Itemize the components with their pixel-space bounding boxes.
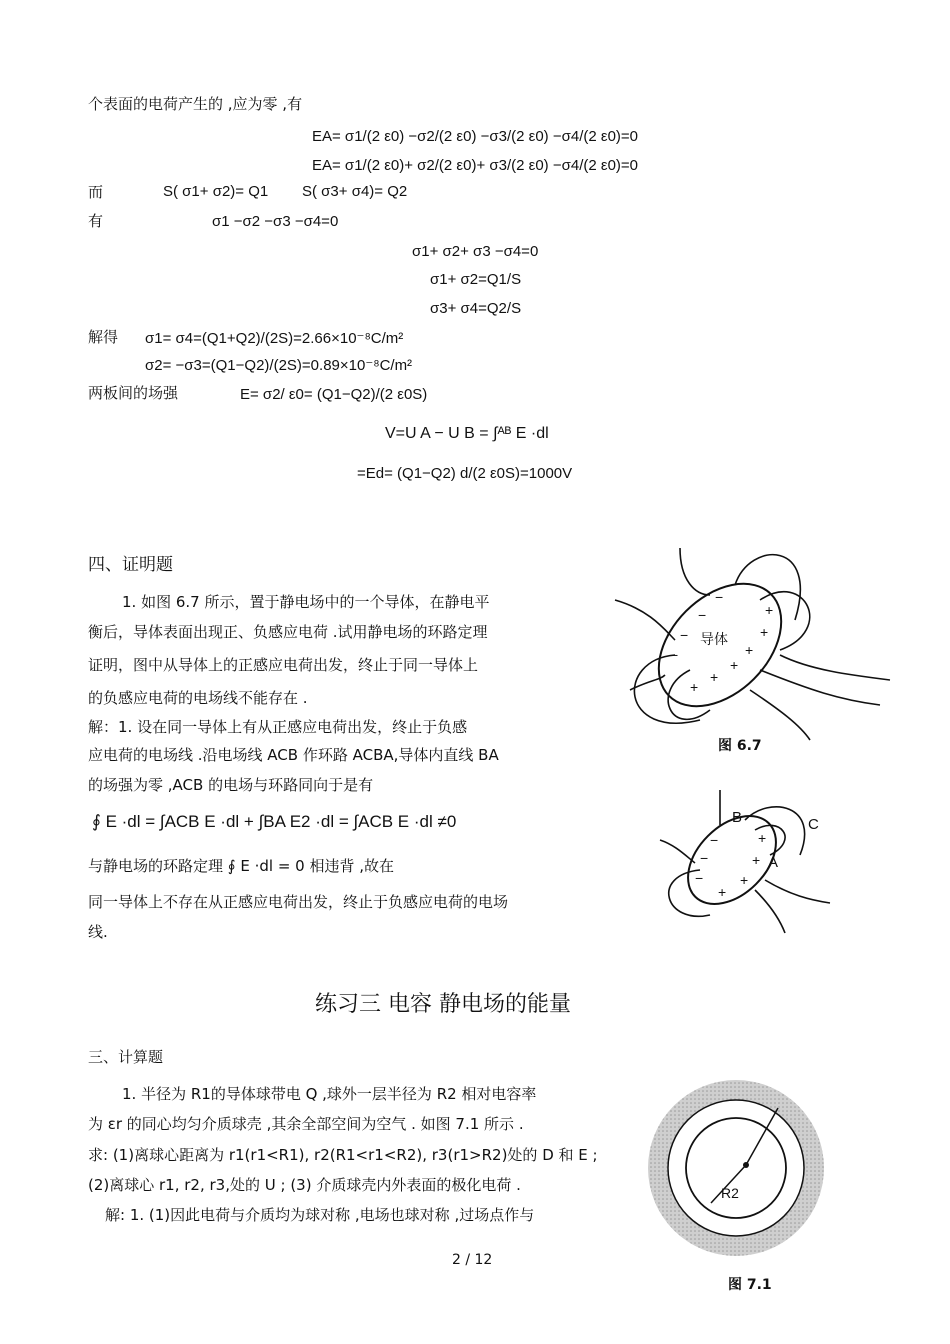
paragraph-line: (2)离球心 r1, r2, r3,处的 U ; (3) 介质球壳内外表面的极化电荷 . bbox=[88, 1176, 521, 1194]
paragraph-line: 的场强为零 ,ACB 的电场与环路同向于是有 bbox=[88, 776, 374, 794]
equation-voltage: V=U A − U B = ∫ᴬᴮ E ·dl bbox=[385, 425, 549, 442]
paragraph-line: 解：1. 设在同一导体上有从正感应电荷出发，终止于负感 bbox=[88, 718, 468, 736]
svg-text:−: − bbox=[695, 870, 704, 886]
equation-sigma-sum: σ1 −σ2 −σ3 −σ4=0 bbox=[212, 213, 339, 230]
equation-sigma-2: σ1+ σ2+ σ3 −σ4=0 bbox=[412, 243, 539, 260]
paragraph-line: 的负感应电荷的电场线不能存在 . bbox=[88, 689, 308, 707]
paragraph-line: 解: 1. (1)因此电荷与介质均为球对称 ,电场也球对称 ,过场点作与 bbox=[105, 1206, 535, 1224]
text-jiede: 解得 bbox=[88, 328, 119, 346]
text-you: 有 bbox=[88, 212, 104, 230]
svg-text:+: + bbox=[740, 872, 749, 888]
figure-6-7 bbox=[610, 540, 910, 750]
equation-ea-1: EA= σ1/(2 ε0) −σ2/(2 ε0) −σ3/(2 ε0) −σ4/(2 ε0)=0 bbox=[312, 128, 639, 145]
figure-7-1 bbox=[646, 1078, 826, 1258]
section-heading-calc: 三、计算题 bbox=[88, 1048, 164, 1066]
paragraph-line: 求: (1)离球心距离为 r1(r1<R1), r2(R1<r1<R2), r3(r1>R2)处的 D 和 E ; bbox=[88, 1146, 598, 1164]
paragraph-line: 1. 如图 6.7 所示，置于静电场中的一个导体，在静电平 bbox=[122, 593, 490, 611]
label-b: B bbox=[732, 809, 743, 826]
svg-text:−: − bbox=[700, 850, 709, 866]
svg-text:−: − bbox=[698, 607, 707, 623]
paragraph-line: 证明，图中从导体上的正感应电荷出发，终止于同一导体上 bbox=[88, 656, 479, 674]
figure-loop-acb bbox=[640, 785, 870, 935]
equation-q2: S( σ3+ σ4)= Q2 bbox=[302, 183, 408, 200]
svg-text:+: + bbox=[690, 679, 699, 695]
equation-sigma1-result: σ1= σ4=(Q1+Q2)/(2S)=2.66×10⁻⁸C/m² bbox=[145, 330, 404, 347]
figure-caption-7-1: 图 7.1 bbox=[728, 1277, 772, 1293]
svg-text:+: + bbox=[745, 642, 754, 658]
paragraph-line: 为 εr 的同心均匀介质球壳 ,其余全部空间为空气 . 如图 7.1 所示 . bbox=[88, 1115, 524, 1133]
paragraph-line: 与静电场的环路定理 ∮ E ·dl = 0 相违背 ,故在 bbox=[88, 857, 395, 875]
svg-text:+: + bbox=[760, 624, 769, 640]
equation-voltage-result: =Ed= (Q1−Q2) d/(2 ε0S)=1000V bbox=[357, 465, 573, 482]
equation-ea-2: EA= σ1/(2 ε0)+ σ2/(2 ε0)+ σ3/(2 ε0) −σ4/(2 ε0)=0 bbox=[312, 157, 639, 174]
conductor-label: 导体 bbox=[700, 631, 728, 647]
equation-field: E= σ2/ ε0= (Q1−Q2)/(2 ε0S) bbox=[240, 386, 428, 403]
text-field-between: 两板间的场强 bbox=[88, 384, 179, 402]
section-heading-proof: 四、证明题 bbox=[88, 555, 173, 575]
paragraph-line: 线. bbox=[88, 923, 108, 941]
label-c: C bbox=[808, 816, 819, 833]
svg-text:−: − bbox=[710, 832, 719, 848]
svg-text:+: + bbox=[765, 602, 774, 618]
svg-text:+: + bbox=[710, 669, 719, 685]
svg-text:+: + bbox=[758, 830, 767, 846]
svg-text:+: + bbox=[718, 884, 727, 900]
equation-loop-integral: ∮ E ·dl = ∫ACB E ·dl + ∫BA E2 ·dl = ∫ACB E ·dl ≠0 bbox=[92, 812, 457, 831]
paragraph-line: 同一导体上不存在从正感应电荷出发，终止于负感应电荷的电场 bbox=[88, 893, 509, 911]
text-er: 而 bbox=[88, 183, 104, 201]
chapter-title: 练习三 电容 静电场的能量 bbox=[315, 992, 571, 1017]
page-number: 2 / 12 bbox=[452, 1252, 493, 1268]
equation-sigma-3: σ1+ σ2=Q1/S bbox=[430, 271, 522, 288]
svg-text:−: − bbox=[715, 589, 724, 605]
equation-sigma-4: σ3+ σ4=Q2/S bbox=[430, 300, 522, 317]
figure-caption-6-7: 图 6.7 bbox=[718, 738, 762, 754]
svg-text:−: − bbox=[670, 647, 679, 663]
paragraph-line: 应电荷的电场线 .沿电场线 ACB 作环路 ACBA,导体内直线 BA bbox=[88, 746, 499, 764]
text-line: 个表面的电荷产生的 ,应为零 ,有 bbox=[88, 95, 303, 113]
paragraph-line: 衡后，导体表面出现正、负感应电荷 .试用静电场的环路定理 bbox=[88, 623, 488, 641]
equation-q1: S( σ1+ σ2)= Q1 bbox=[163, 183, 269, 200]
label-a: A bbox=[768, 854, 779, 871]
svg-text:−: − bbox=[680, 627, 689, 643]
label-r2: R2 bbox=[721, 1185, 739, 1201]
svg-text:+: + bbox=[752, 852, 761, 868]
paragraph-line: 1. 半径为 R1的导体球带电 Q ,球外一层半径为 R2 相对电容率 bbox=[122, 1085, 537, 1103]
equation-sigma2-result: σ2= −σ3=(Q1−Q2)/(2S)=0.89×10⁻⁸C/m² bbox=[145, 357, 413, 374]
svg-text:+: + bbox=[730, 657, 739, 673]
